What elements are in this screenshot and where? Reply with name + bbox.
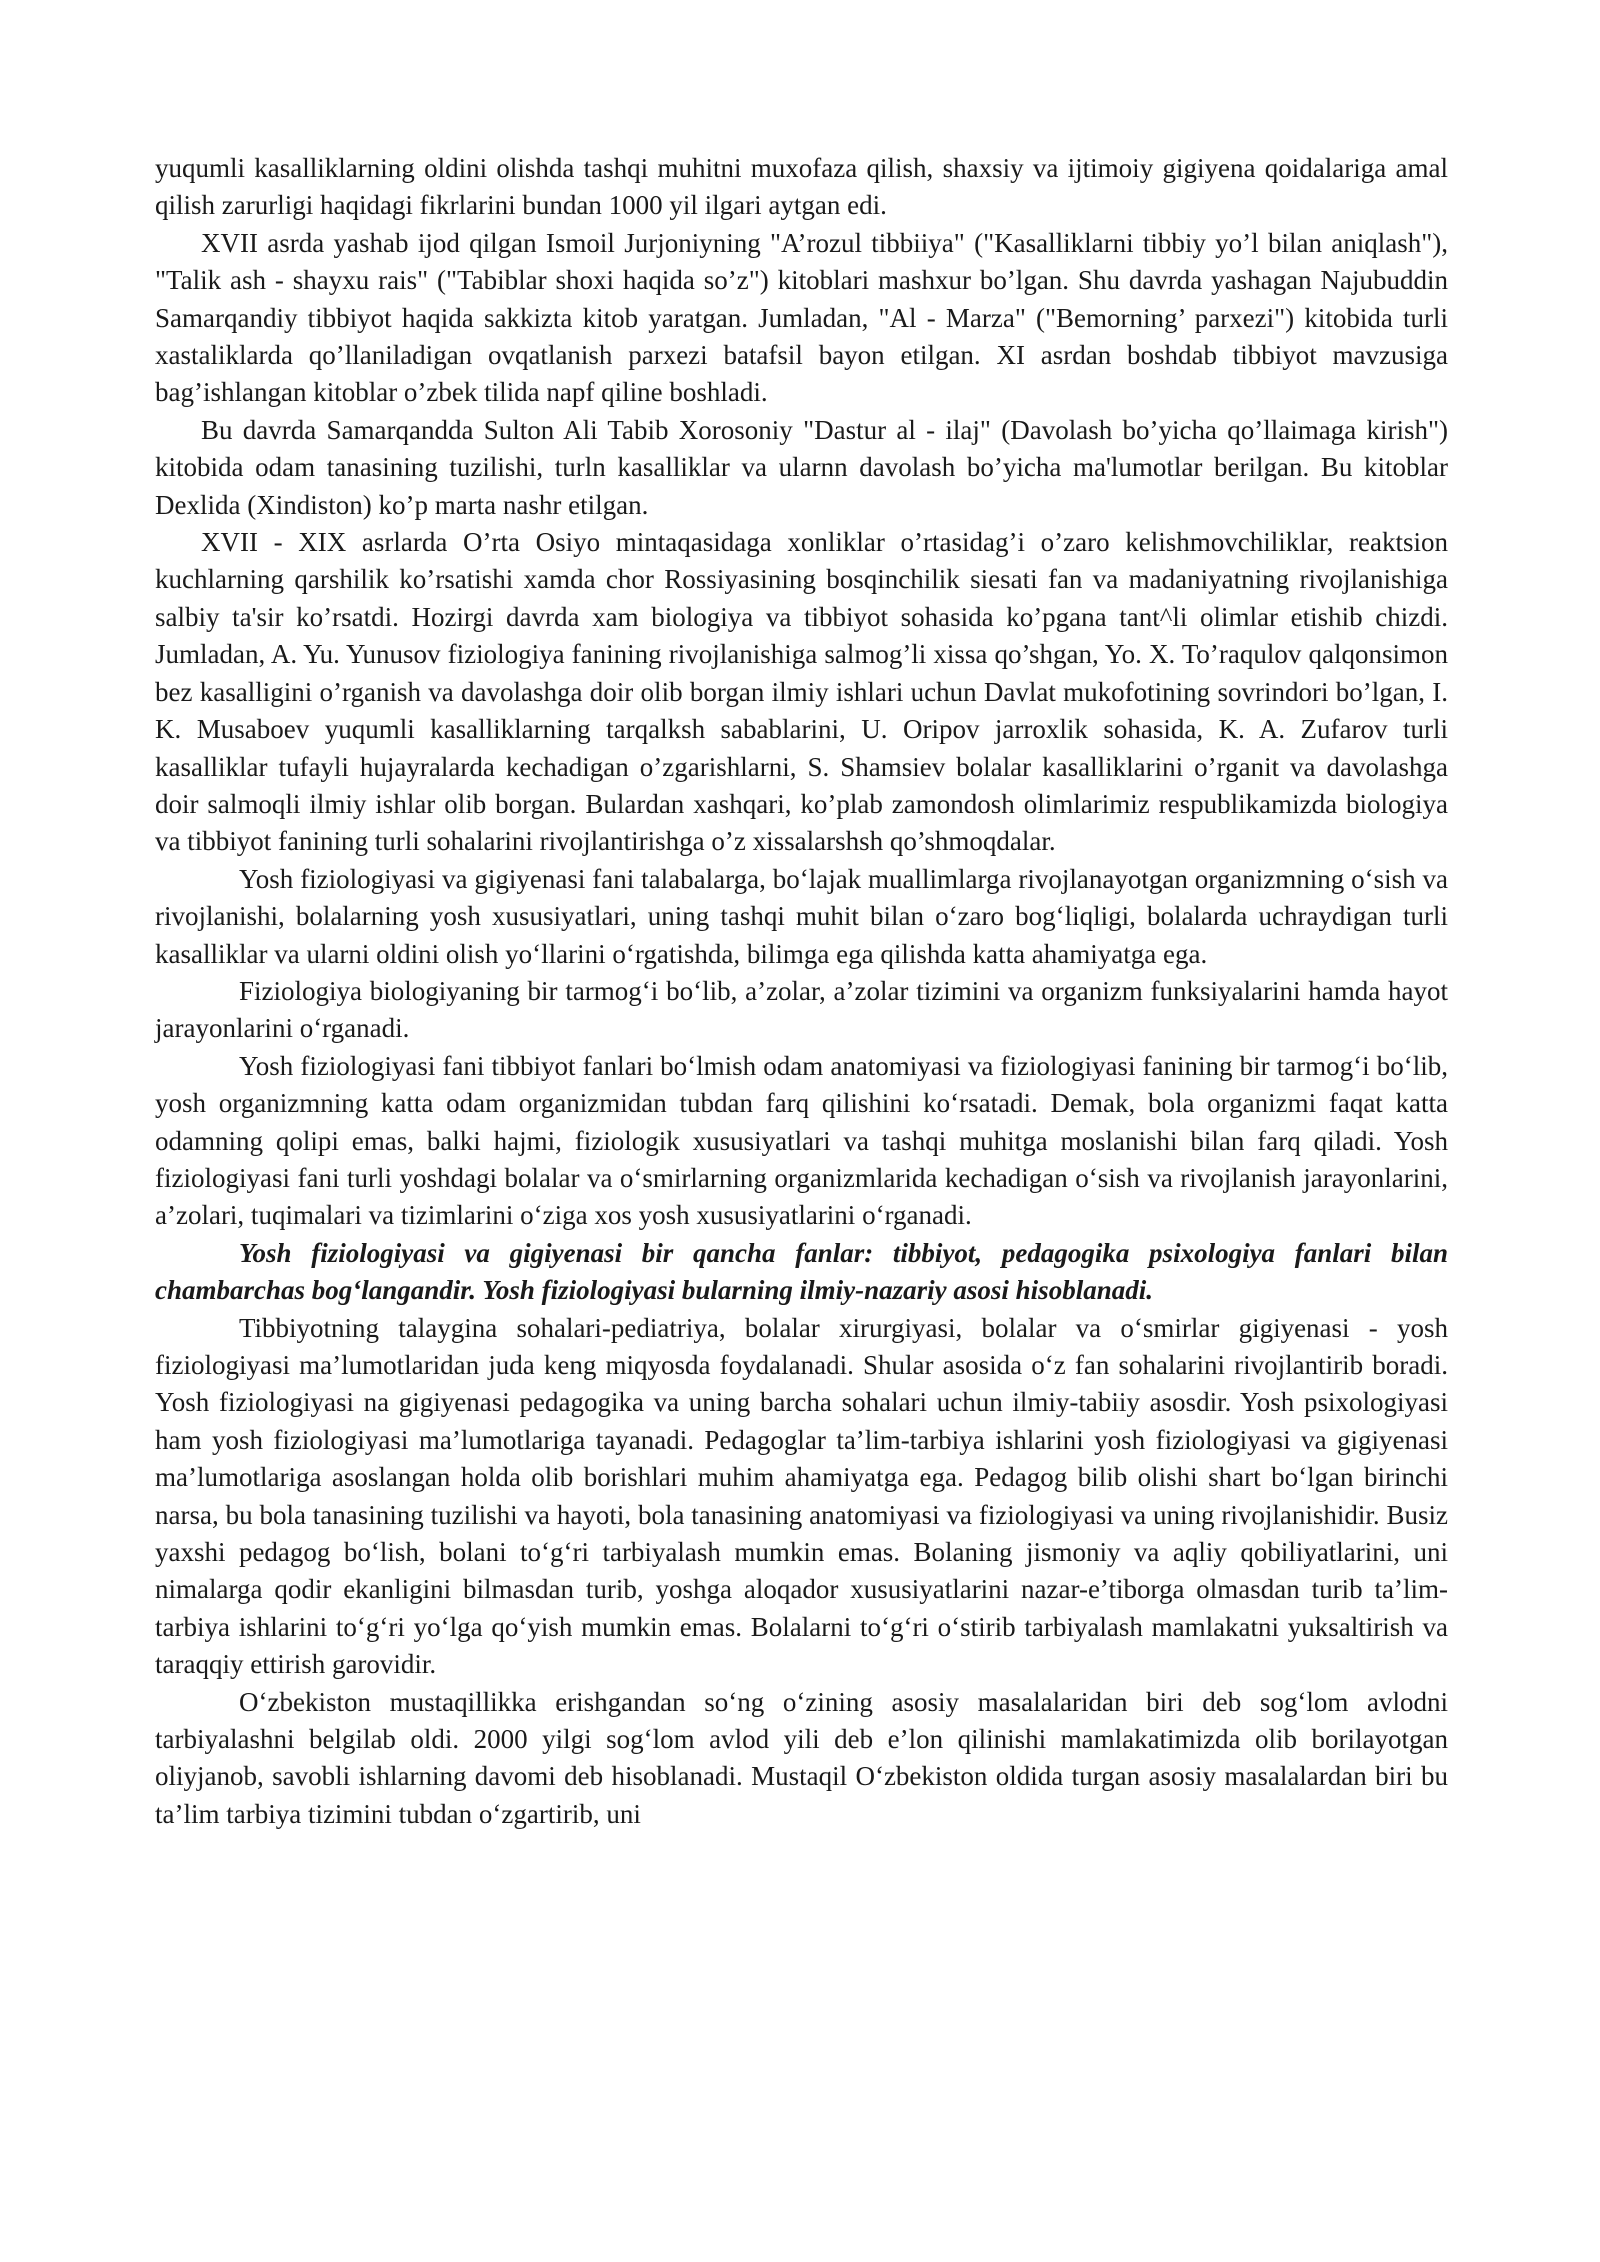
paragraph-10: O‘zbekiston mustaqillikka erishgandan so‘ng o‘zining asosiy masalalaridan biri deb sog‘lom avlodni tarbiyalashni belgilab oldi. 2000 yilgi sog‘lom avlod yili deb e’lon qilinishi mamlakatimizda olib borilayotgan oliyjanob, savobli ishlarning davomi deb hisoblanadi. Mustaqil O‘zbekiston oldida turgan asosiy masalalardan biri bu ta’lim tarbiya tizimini tubdan o‘zgartirib, uni — [155, 1686, 1448, 1829]
paragraph-3: Bu davrda Samarqandda Sulton Ali Tabib Xorosoniy "Dastur al - ilaj" (Davolash bo’yicha qo’llaimaga kirish") kitobida odam tanasining tuzilishi, turln kasalliklar va ularnn davolash bo’yicha ma'lumotlar berilgan. Bu kitoblar Dexlida (Xindiston) ko’p marta nashr etilgan. — [155, 414, 1448, 520]
paragraph-7: Yosh fiziologiyasi fani tibbiyot fanlari bo‘lmish odam anatomiyasi va fiziologiyasi fanining bir tarmog‘i bo‘lib, yosh organizmning katta odam organizmidan tubdan farq qilishini ko‘rsatadi. Demak, bola organizmi faqat katta odamning qolipi emas, balki hajmi, fiziologik xususiyatlari va tashqi muhitga moslanishi bilan farq qiladi. Yosh fiziologiyasi fani turli yoshdagi bolalar va o‘smirlarning organizmlarida kechadigan o‘sish va rivojlanish jarayonlarini, a’zolari, tuqimalari va tizimlarini o‘ziga xos yosh xususiyatlarini o‘rganadi. — [155, 1050, 1448, 1231]
document-page — [155, 150, 1448, 1833]
paragraph-8-emphasis: Yosh fiziologiyasi va gigiyenasi bir qancha fanlar: tibbiyot, pedagogika psixologiya fanlari bilan chambarchas bog‘langandir. Yosh fiziologiyasi bularning ilmiy-nazariy asosi hisoblanadi. — [155, 1237, 1448, 1306]
paragraph-6: Fiziologiya biologiyaning bir tarmog‘i bo‘lib, a’zolar, a’zolar tizimini va organizm funksiyalarini hamda hayot jarayonlarini o‘rganadi. — [155, 975, 1448, 1044]
paragraph-5: Yosh fiziologiyasi va gigiyenasi fani talabalarga, bo‘lajak muallimlarga rivojlanayotgan organizmning o‘sish va rivojlanishi, bolalarning yosh xususiyatlari, uning tashqi muhit bilan o‘zaro bog‘liqligi, bolalarda uchraydigan turli kasalliklar va ularni oldini olish yo‘llarini o‘rgatishda, bilimga ega qilishda katta ahamiyatga ega. — [155, 863, 1448, 969]
paragraph-2: XVII asrda yashab ijod qilgan Ismoil Jurjoniyning "A’rozul tibbiiya" ("Kasalliklarni tibbiy yo’l bilan aniqlash"), "Talik ash - shayxu rais" ("Tabiblar shoxi haqida so’z") kitoblari mashxur bo’lgan. Shu davrda yashagan Najubuddin Samarqandiy tibbiyot haqida sakkizta kitob yaratgan. Jumladan, "Al - Marza" ("Bemorning’ parxezi") kitobida turli xastaliklarda qo’llaniladigan ovqatlanish parxezi batafsil bayon etilgan. XI asrdan boshdab tibbiyot mavzusiga bag’ishlangan kitoblar o’zbek tilida napf qiline boshladi. — [155, 227, 1448, 408]
paragraph-4: XVII - XIX asrlarda O’rta Osiyo mintaqasidaga xonliklar o’rtasidag’i o’zaro kelishmovchiliklar, reaktsion kuchlarning qarshilik ko’rsatishi xamda chor Rossiyasining bosqinchilik siesati fan va madaniyatning rivojlanishiga salbiy ta'sir ko’rsatdi. Hozirgi davrda xam biologiya va tibbiyot sohasida ko’pgana tant^li olimlar etishib chizdi. Jumladan, A. Yu. Yunusov fiziologiya fanining rivojlanishiga salmog’li xissa qo’shgan, Yo. X. To’raqulov qalqonsimon bez kasalligini o’rganish va davolashga doir olib borgan ilmiy ishlari uchun Davlat mukofotining sovrindori bo’lgan, I. K. Musaboev yuqumli kasalliklarning tarqalksh sabablarini, U. Oripov jarroxlik sohasida, K. A. Zufarov turli kasalliklar tufayli hujayralarda kechadigan o’zgarishlarni, S. Shamsiev bolalar kasalliklarini o’rganit va davolashga doir salmoqli ilmiy ishlar olib borgan. Bulardan xashqari, ko’plab zamondosh olimlarimiz respublikamizda biologiya va tibbiyot fanining turli sohalarini rivojlantirishga o’z xissalarshsh qo’shmoqdalar. — [155, 527, 1448, 857]
paragraph-9: Tibbiyotning talaygina sohalari-pediatriya, bolalar xirurgiyasi, bolalar va o‘smirlar gigiyenasi - yosh fiziologiyasi ma’lumotlaridan juda keng miqyosda foydalanadi. Shular asosida o‘z fan sohalarini rivojlantirib boradi. Yosh fiziologiyasi na gigiyenasi pedagogika va uning barcha sohalari uchun ilmiy-tabiiy asosdir. Yosh psixologiyasi ham yosh fiziologiyasi ma’lumotlariga tayanadi. Pedagoglar ta’lim-tarbiya ishlarini yosh fiziologiyasi va gigiyenasi ma’lumotlariga asoslangan holda olib borishlari muhim ahamiyatga ega. Pedagog bilib olishi shart bo‘lgan birinchi narsa, bu bola tanasining tuzilishi va hayoti, bola tanasining anatomiyasi va fiziologiyasi va uning rivojlanishidir. Busiz yaxshi pedagog bo‘lish, bolani to‘g‘ri tarbiyalash mumkin emas. Bolaning jismoniy va aqliy qobiliyatlarini, uni nimalarga qodir ekanligini bilmasdan turib, yoshga aloqador xususiyatlarini nazar-e’tiborga olmasdan turib ta’lim-tarbiya ishlarini to‘g‘ri yo‘lga qo‘yish mumkin emas. Bolalarni to‘g‘ri o‘stirib tarbiyalash mamlakatni yuksaltirish va taraqqiy ettirish garovidir. — [155, 1312, 1448, 1680]
paragraph-1: yuqumli kasalliklarning oldini olishda tashqi muhitni muxofaza qilish, shaxsiy va ijtimoiy gigiyena qoidalariga amal qilish zarurligi haqidagi fikrlarini bundan 1000 yil ilgari aytgan edi. — [155, 153, 1448, 221]
